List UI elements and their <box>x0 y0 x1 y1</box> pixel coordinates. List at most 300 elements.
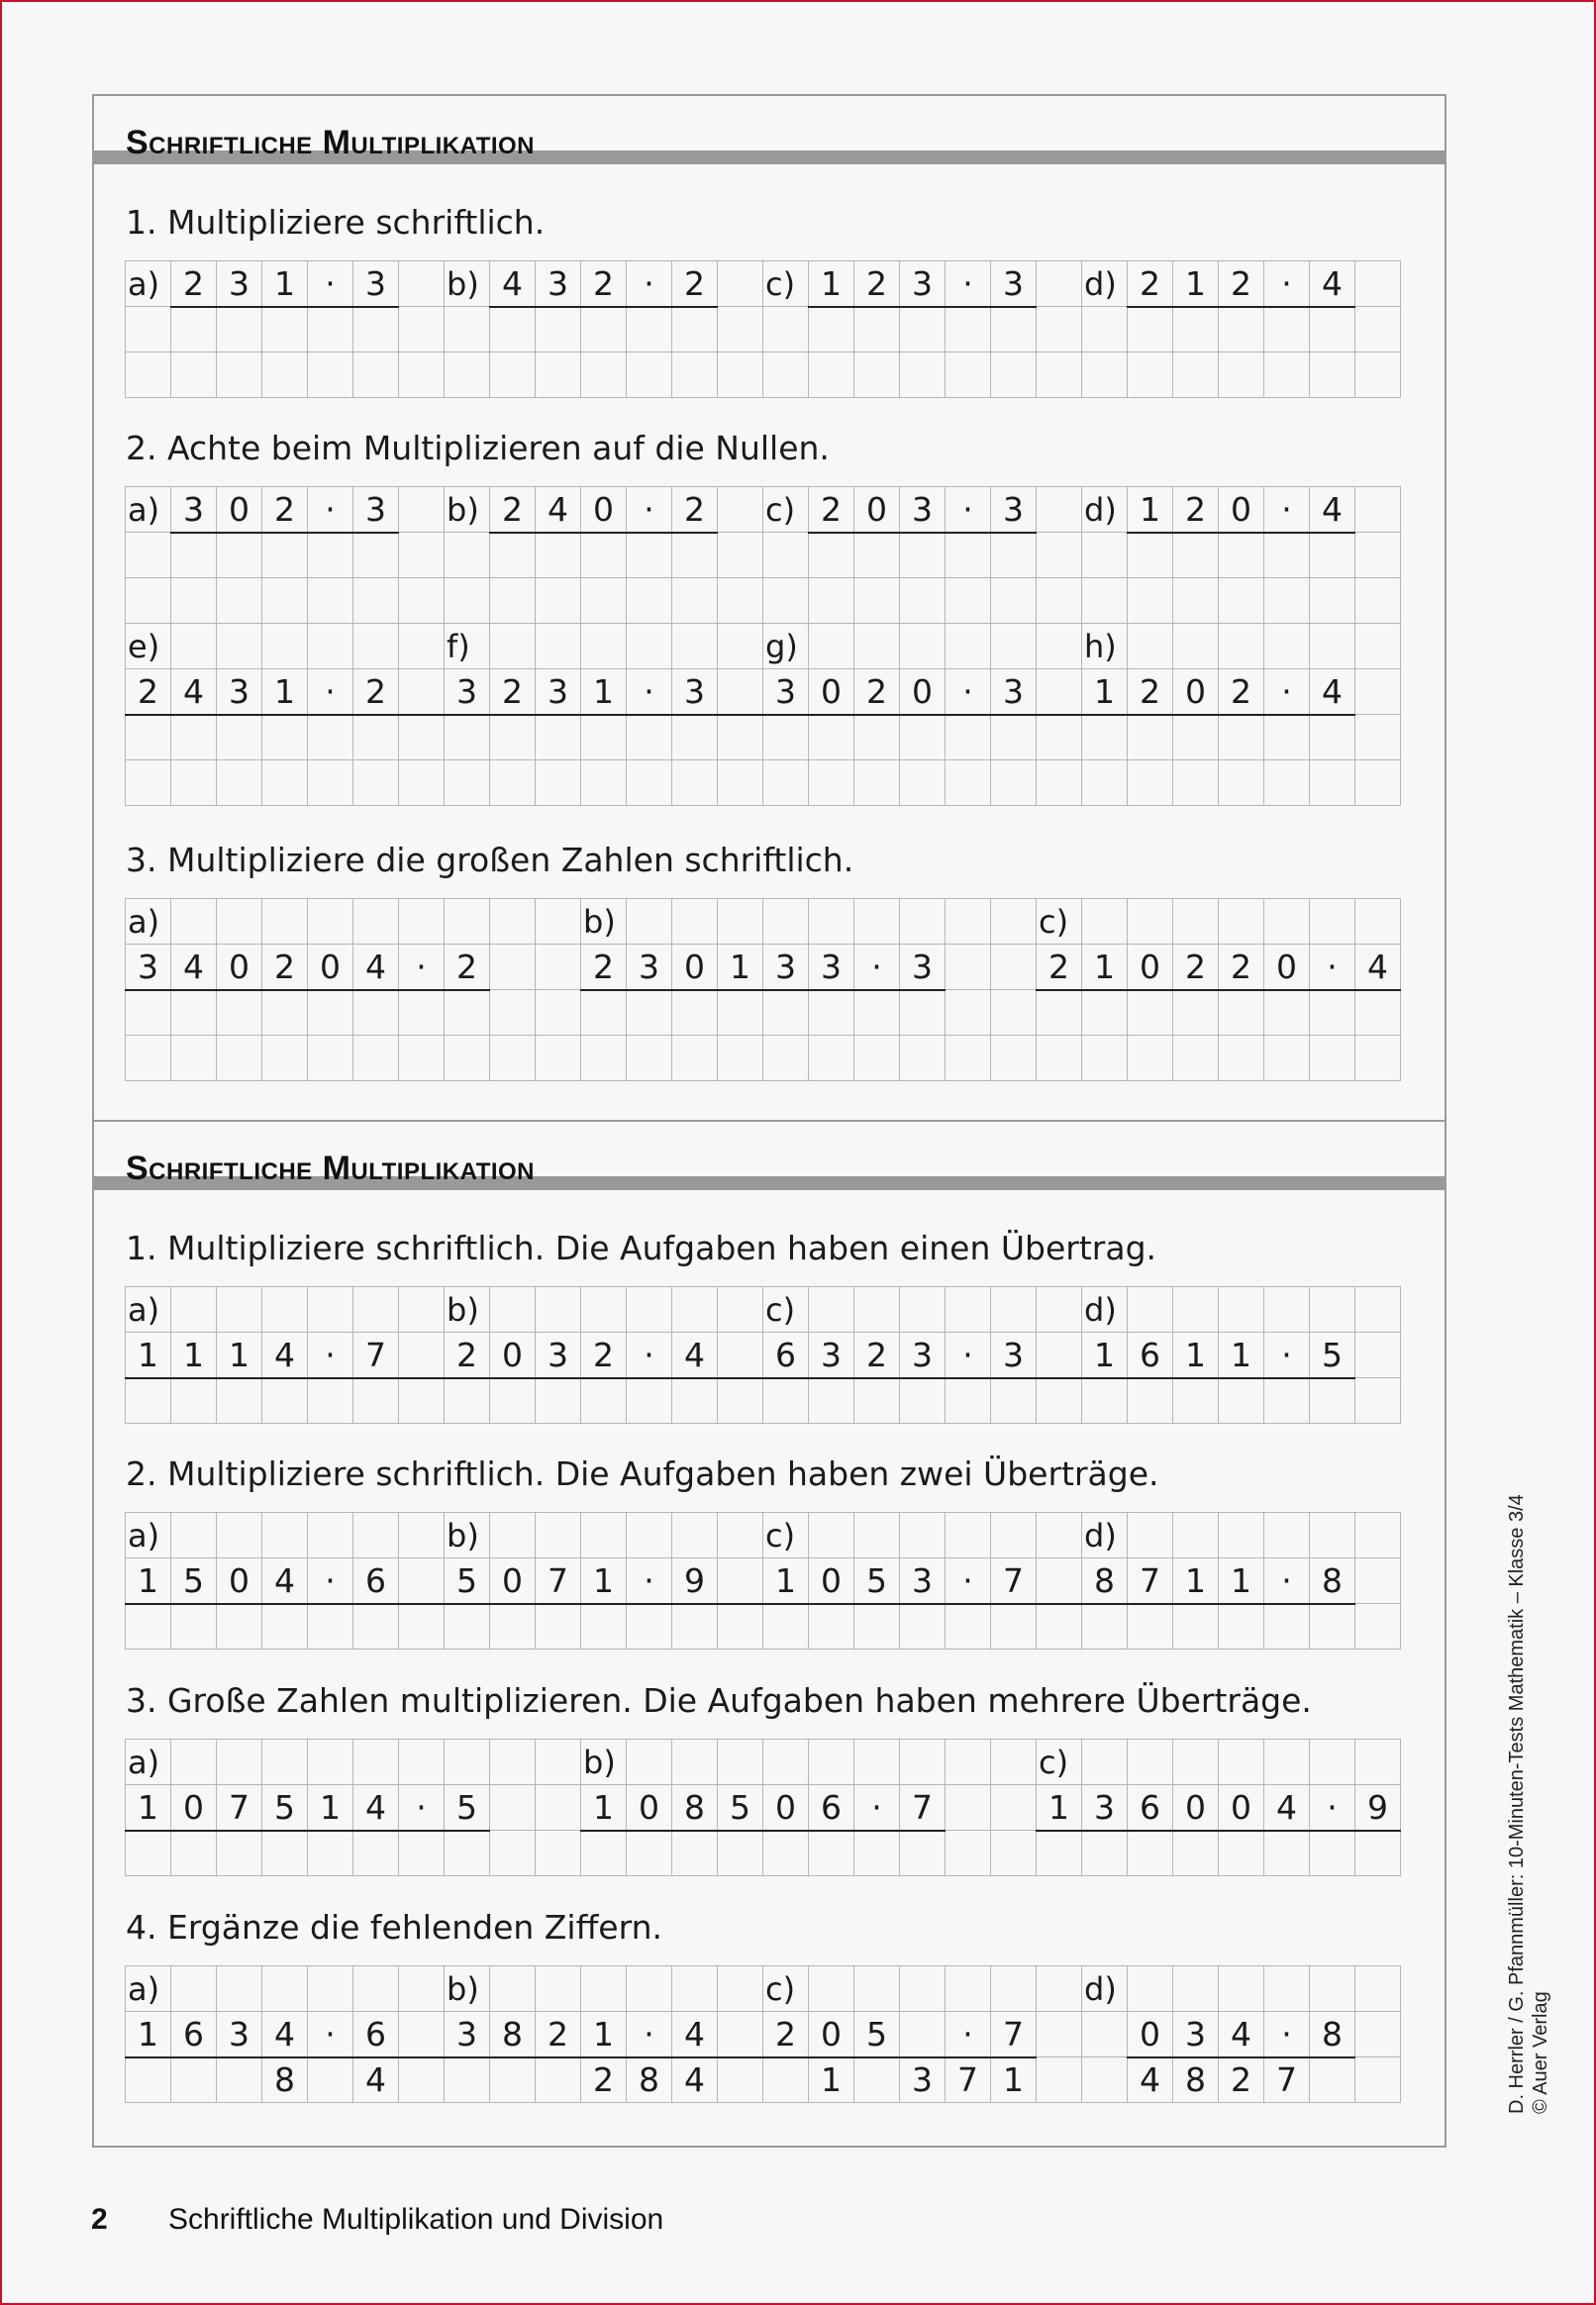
grid-cell <box>672 1831 718 1876</box>
grid-cell <box>445 899 490 945</box>
grid-cell <box>353 715 399 760</box>
grid-cell <box>1355 1831 1401 1876</box>
exercise-label: d) <box>1082 487 1128 533</box>
grid-cell <box>308 352 353 398</box>
digit-cell: 0 <box>581 487 627 533</box>
grid-cell <box>809 990 854 1036</box>
grid-cell <box>1355 1287 1401 1333</box>
grid-cell <box>399 1604 445 1650</box>
digit-cell: 5 <box>445 1558 490 1604</box>
digit-cell: 6 <box>1128 1785 1173 1831</box>
grid-cell <box>1173 1966 1219 2012</box>
grid-cell <box>217 1966 262 2012</box>
grid-cell <box>1310 624 1355 669</box>
grid-cell <box>1355 1333 1401 1378</box>
grid-cell <box>536 1831 581 1876</box>
grid-cell <box>1355 624 1401 669</box>
grid-cell <box>991 533 1037 578</box>
digit-cell: 2 <box>1173 487 1219 533</box>
grid-cell <box>809 1036 854 1081</box>
digit-cell: 5 <box>854 1558 900 1604</box>
multiply-dot: · <box>308 669 353 715</box>
grid-cell <box>900 760 946 806</box>
grid-row <box>126 578 1401 624</box>
grid-cell <box>399 1513 445 1558</box>
grid-cell <box>627 1740 672 1785</box>
grid-row <box>126 1333 1401 1378</box>
grid-cell <box>900 307 946 352</box>
grid-cell <box>672 1513 718 1558</box>
grid-cell <box>809 1831 854 1876</box>
grid-cell <box>1173 307 1219 352</box>
grid-cell <box>672 990 718 1036</box>
grid-cell <box>536 990 581 1036</box>
grid-cell <box>1219 1378 1264 1424</box>
grid-cell <box>490 715 536 760</box>
grid-cell <box>1173 578 1219 624</box>
digit-cell: 6 <box>353 1558 399 1604</box>
grid-cell <box>763 715 809 760</box>
grid-cell <box>809 1287 854 1333</box>
digit-cell: 4 <box>171 945 217 990</box>
grid-cell <box>1355 1378 1401 1424</box>
grid-cell <box>399 533 445 578</box>
grid-cell <box>490 352 536 398</box>
grid-cell <box>536 1966 581 2012</box>
grid-cell <box>490 1785 536 1831</box>
worksheet-title: Schriftliche Multiplikation <box>126 1150 536 1187</box>
grid-cell <box>763 533 809 578</box>
digit-cell: 7 <box>353 1333 399 1378</box>
grid-cell <box>991 1966 1037 2012</box>
grid-cell <box>581 533 627 578</box>
grid-cell <box>1355 1740 1401 1785</box>
grid-cell <box>627 624 672 669</box>
grid-cell <box>1128 1740 1173 1785</box>
digit-cell: 6 <box>763 1333 809 1378</box>
grid-row <box>126 1785 1401 1831</box>
grid-row <box>126 1558 1401 1604</box>
digit-cell: 0 <box>217 487 262 533</box>
grid-cell <box>217 1287 262 1333</box>
grid-cell <box>308 715 353 760</box>
digit-cell: 9 <box>672 1558 718 1604</box>
exercise-label: c) <box>763 261 809 307</box>
grid-cell <box>490 578 536 624</box>
digit-cell: 1 <box>171 1333 217 1378</box>
grid-cell <box>445 1604 490 1650</box>
grid-cell <box>536 1513 581 1558</box>
grid-cell <box>536 899 581 945</box>
digit-cell: 5 <box>445 1785 490 1831</box>
grid-cell <box>809 899 854 945</box>
digit-cell: 0 <box>1219 1785 1264 1831</box>
grid-cell <box>536 1604 581 1650</box>
grid-cell <box>946 352 991 398</box>
grid-cell <box>581 990 627 1036</box>
grid-cell <box>445 533 490 578</box>
grid-cell <box>718 307 763 352</box>
digit-cell: 3 <box>627 945 672 990</box>
grid-cell <box>900 1604 946 1650</box>
grid-cell <box>1264 1287 1310 1333</box>
grid-cell <box>763 2057 809 2103</box>
grid-cell <box>1082 899 1128 945</box>
grid-cell <box>171 1831 217 1876</box>
grid-cell <box>1037 1831 1082 1876</box>
digit-cell: 0 <box>1219 487 1264 533</box>
digit-cell: 5 <box>854 2012 900 2057</box>
digit-cell: 1 <box>1128 487 1173 533</box>
task-1-grid <box>125 260 1401 398</box>
grid-cell <box>1037 261 1082 307</box>
grid-cell <box>353 760 399 806</box>
grid-cell <box>262 1740 308 1785</box>
grid-cell <box>1310 578 1355 624</box>
digit-cell: 3 <box>536 1333 581 1378</box>
grid-cell <box>217 2057 262 2103</box>
digit-cell: 2 <box>854 669 900 715</box>
grid-cell <box>1128 352 1173 398</box>
digit-cell: 0 <box>1264 945 1310 990</box>
grid-cell <box>627 1831 672 1876</box>
digit-cell: 1 <box>809 2057 854 2103</box>
grid-cell <box>171 990 217 1036</box>
task-3-grid <box>125 898 1401 1081</box>
digit-cell: 2 <box>1219 669 1264 715</box>
grid-cell <box>1082 578 1128 624</box>
grid-cell <box>1128 1378 1173 1424</box>
grid-cell <box>1310 2057 1355 2103</box>
grid-cell <box>171 1513 217 1558</box>
grid-cell <box>1264 352 1310 398</box>
grid-cell <box>171 760 217 806</box>
grid-cell <box>490 1604 536 1650</box>
grid-cell <box>718 578 763 624</box>
grid-cell <box>854 1966 900 2012</box>
digit-cell: 1 <box>126 1785 171 1831</box>
grid-cell <box>718 487 763 533</box>
publisher-line-2: © Auer Verlag <box>1530 1991 1551 2114</box>
grid-cell <box>399 578 445 624</box>
grid-cell <box>627 533 672 578</box>
grid-cell <box>490 1378 536 1424</box>
exercise-label: b) <box>445 487 490 533</box>
multiply-dot: · <box>627 2012 672 2057</box>
grid-cell <box>536 1740 581 1785</box>
grid-cell <box>1128 1287 1173 1333</box>
grid-cell <box>763 1036 809 1081</box>
grid-cell <box>627 760 672 806</box>
digit-cell: 7 <box>1264 2057 1310 2103</box>
digit-cell: 2 <box>672 261 718 307</box>
digit-cell: 2 <box>126 669 171 715</box>
grid-cell <box>1128 1966 1173 2012</box>
digit-cell: 3 <box>900 261 946 307</box>
grid-cell <box>900 715 946 760</box>
grid-cell <box>262 760 308 806</box>
multiply-dot: · <box>627 669 672 715</box>
multiply-dot: · <box>1264 669 1310 715</box>
grid-cell <box>1264 1378 1310 1424</box>
grid-cell <box>217 533 262 578</box>
multiply-dot: · <box>1264 1558 1310 1604</box>
grid-cell <box>809 352 854 398</box>
grid-cell <box>854 1740 900 1785</box>
digit-cell: 2 <box>490 669 536 715</box>
grid-cell <box>581 1831 627 1876</box>
exercise-label: d) <box>1082 1513 1128 1558</box>
grid-cell <box>718 669 763 715</box>
grid-cell <box>1128 715 1173 760</box>
grid-cell <box>1264 1831 1310 1876</box>
task-4-instruction: 4. Ergänze die fehlenden Ziffern. <box>126 1908 663 1947</box>
digit-cell: 0 <box>763 1785 809 1831</box>
task-2-grid <box>125 1512 1401 1650</box>
grid-cell <box>171 307 217 352</box>
grid-cell <box>262 1287 308 1333</box>
grid-cell <box>809 1378 854 1424</box>
grid-cell <box>991 1287 1037 1333</box>
grid-cell <box>809 1513 854 1558</box>
grid-cell <box>171 578 217 624</box>
grid-cell <box>1310 990 1355 1036</box>
multiply-dot: · <box>308 2012 353 2057</box>
grid-cell <box>1219 352 1264 398</box>
grid-cell <box>1355 487 1401 533</box>
grid-cell <box>126 760 171 806</box>
grid-cell <box>854 1287 900 1333</box>
grid-cell <box>1128 624 1173 669</box>
grid-cell <box>399 1333 445 1378</box>
grid-cell <box>900 1287 946 1333</box>
grid-cell <box>126 990 171 1036</box>
grid-cell <box>1310 352 1355 398</box>
digit-cell: 4 <box>672 1333 718 1378</box>
grid-cell <box>399 990 445 1036</box>
grid-cell <box>308 1604 353 1650</box>
grid-cell <box>399 487 445 533</box>
grid-cell <box>353 307 399 352</box>
digit-cell: 8 <box>1082 1558 1128 1604</box>
grid-cell <box>718 1604 763 1650</box>
grid-cell <box>1355 760 1401 806</box>
grid-cell <box>1355 307 1401 352</box>
grid-cell <box>672 624 718 669</box>
grid-cell <box>763 760 809 806</box>
digit-cell: 1 <box>809 261 854 307</box>
task-2-instruction: 2. Multipliziere schriftlich. Die Aufgaben haben zwei Überträge. <box>126 1454 1159 1493</box>
multiply-dot: · <box>946 1558 991 1604</box>
grid-cell <box>946 624 991 669</box>
grid-cell <box>991 1740 1037 1785</box>
grid-cell <box>353 1831 399 1876</box>
grid-cell <box>809 624 854 669</box>
grid-cell <box>126 1378 171 1424</box>
grid-cell <box>900 352 946 398</box>
digit-cell: 1 <box>217 1333 262 1378</box>
digit-cell: 3 <box>900 1333 946 1378</box>
grid-cell <box>399 307 445 352</box>
multiply-dot: · <box>308 1333 353 1378</box>
grid-cell <box>854 990 900 1036</box>
task-1-instruction: 1. Multipliziere schriftlich. Die Aufgaben haben einen Übertrag. <box>126 1229 1157 1267</box>
grid-cell <box>627 1036 672 1081</box>
digit-cell: 3 <box>991 487 1037 533</box>
grid-cell <box>399 669 445 715</box>
grid-cell <box>672 760 718 806</box>
grid-cell <box>763 578 809 624</box>
grid-cell <box>171 715 217 760</box>
grid-cell <box>854 899 900 945</box>
digit-cell: 4 <box>262 1558 308 1604</box>
digit-cell: 2 <box>445 1333 490 1378</box>
grid-cell <box>171 533 217 578</box>
grid-cell <box>946 578 991 624</box>
grid-cell <box>126 1036 171 1081</box>
grid-cell <box>627 307 672 352</box>
grid-cell <box>581 715 627 760</box>
digit-cell: 5 <box>262 1785 308 1831</box>
worksheet-2 <box>92 1120 1446 2148</box>
digit-cell: 2 <box>490 487 536 533</box>
grid-cell <box>991 352 1037 398</box>
grid-cell <box>809 1740 854 1785</box>
grid-cell <box>126 533 171 578</box>
grid-cell <box>1219 1287 1264 1333</box>
grid-cell <box>308 533 353 578</box>
digit-cell: 0 <box>809 1558 854 1604</box>
grid-cell <box>1219 899 1264 945</box>
grid-cell <box>490 1831 536 1876</box>
grid-cell <box>445 715 490 760</box>
grid-cell <box>627 715 672 760</box>
digit-cell: 0 <box>217 1558 262 1604</box>
grid-cell <box>854 1036 900 1081</box>
digit-cell: 8 <box>1173 2057 1219 2103</box>
multiply-dot: · <box>946 2012 991 2057</box>
grid-cell <box>1037 2012 1082 2057</box>
grid-cell <box>854 307 900 352</box>
grid-cell <box>490 1036 536 1081</box>
digit-cell: 3 <box>672 669 718 715</box>
digit-cell: 3 <box>445 2012 490 2057</box>
grid-cell <box>1128 990 1173 1036</box>
grid-cell <box>718 352 763 398</box>
multiply-dot: · <box>1310 1785 1355 1831</box>
digit-cell: 0 <box>1128 945 1173 990</box>
grid-cell <box>1173 1604 1219 1650</box>
grid-cell <box>854 533 900 578</box>
multiply-dot: · <box>627 487 672 533</box>
grid-cell <box>581 1966 627 2012</box>
grid-cell <box>1310 1966 1355 2012</box>
multiply-dot: · <box>1264 487 1310 533</box>
grid-cell <box>536 533 581 578</box>
grid-cell <box>445 1740 490 1785</box>
grid-cell <box>1037 1378 1082 1424</box>
grid-cell <box>946 945 991 990</box>
grid-cell <box>627 352 672 398</box>
grid-cell <box>854 1831 900 1876</box>
grid-cell <box>536 578 581 624</box>
grid-cell <box>1173 1036 1219 1081</box>
grid-cell <box>217 624 262 669</box>
grid-cell <box>1082 990 1128 1036</box>
grid-cell <box>171 2057 217 2103</box>
grid-cell <box>718 1287 763 1333</box>
digit-cell: 4 <box>262 1333 308 1378</box>
digit-cell: 1 <box>1219 1333 1264 1378</box>
grid-cell <box>1310 533 1355 578</box>
grid-cell <box>536 1287 581 1333</box>
grid-cell <box>1037 1513 1082 1558</box>
grid-cell <box>536 307 581 352</box>
grid-cell <box>1173 1740 1219 1785</box>
digit-cell: 4 <box>353 945 399 990</box>
grid-cell <box>262 1378 308 1424</box>
digit-cell: 2 <box>445 945 490 990</box>
digit-cell: 3 <box>991 261 1037 307</box>
grid-cell <box>581 578 627 624</box>
grid-cell <box>946 715 991 760</box>
digit-cell: 1 <box>308 1785 353 1831</box>
digit-cell: 2 <box>672 487 718 533</box>
digit-cell: 1 <box>1219 1558 1264 1604</box>
grid-cell <box>171 1287 217 1333</box>
grid-cell <box>718 624 763 669</box>
grid-cell <box>1264 1604 1310 1650</box>
grid-cell <box>1128 899 1173 945</box>
grid-cell <box>217 1513 262 1558</box>
grid-row <box>126 1513 1401 1558</box>
digit-cell: 3 <box>1082 1785 1128 1831</box>
grid-cell <box>809 760 854 806</box>
grid-cell <box>672 1966 718 2012</box>
grid-cell <box>1173 990 1219 1036</box>
grid-cell <box>763 307 809 352</box>
digit-cell: 4 <box>1128 2057 1173 2103</box>
grid-cell <box>1310 1287 1355 1333</box>
grid-cell <box>900 1831 946 1876</box>
grid-cell <box>490 2057 536 2103</box>
digit-cell: 7 <box>946 2057 991 2103</box>
grid-cell <box>1128 307 1173 352</box>
grid-cell <box>672 307 718 352</box>
digit-cell: 4 <box>1355 945 1401 990</box>
grid-cell <box>1219 1831 1264 1876</box>
digit-cell: 3 <box>991 669 1037 715</box>
digit-cell: 2 <box>763 2012 809 2057</box>
grid-cell <box>490 990 536 1036</box>
grid-cell <box>262 1513 308 1558</box>
grid-cell <box>718 990 763 1036</box>
grid-cell <box>399 2057 445 2103</box>
grid-cell <box>490 533 536 578</box>
grid-cell <box>946 1287 991 1333</box>
grid-cell <box>1082 2012 1128 2057</box>
exercise-label: a) <box>126 261 171 307</box>
digit-cell: 3 <box>126 945 171 990</box>
grid-cell <box>1173 1378 1219 1424</box>
digit-cell: 2 <box>1219 945 1264 990</box>
digit-cell: 3 <box>809 945 854 990</box>
digit-cell: 1 <box>1173 261 1219 307</box>
grid-cell <box>991 990 1037 1036</box>
grid-row <box>126 1287 1401 1333</box>
grid-cell <box>445 760 490 806</box>
digit-cell: 9 <box>1355 1785 1401 1831</box>
